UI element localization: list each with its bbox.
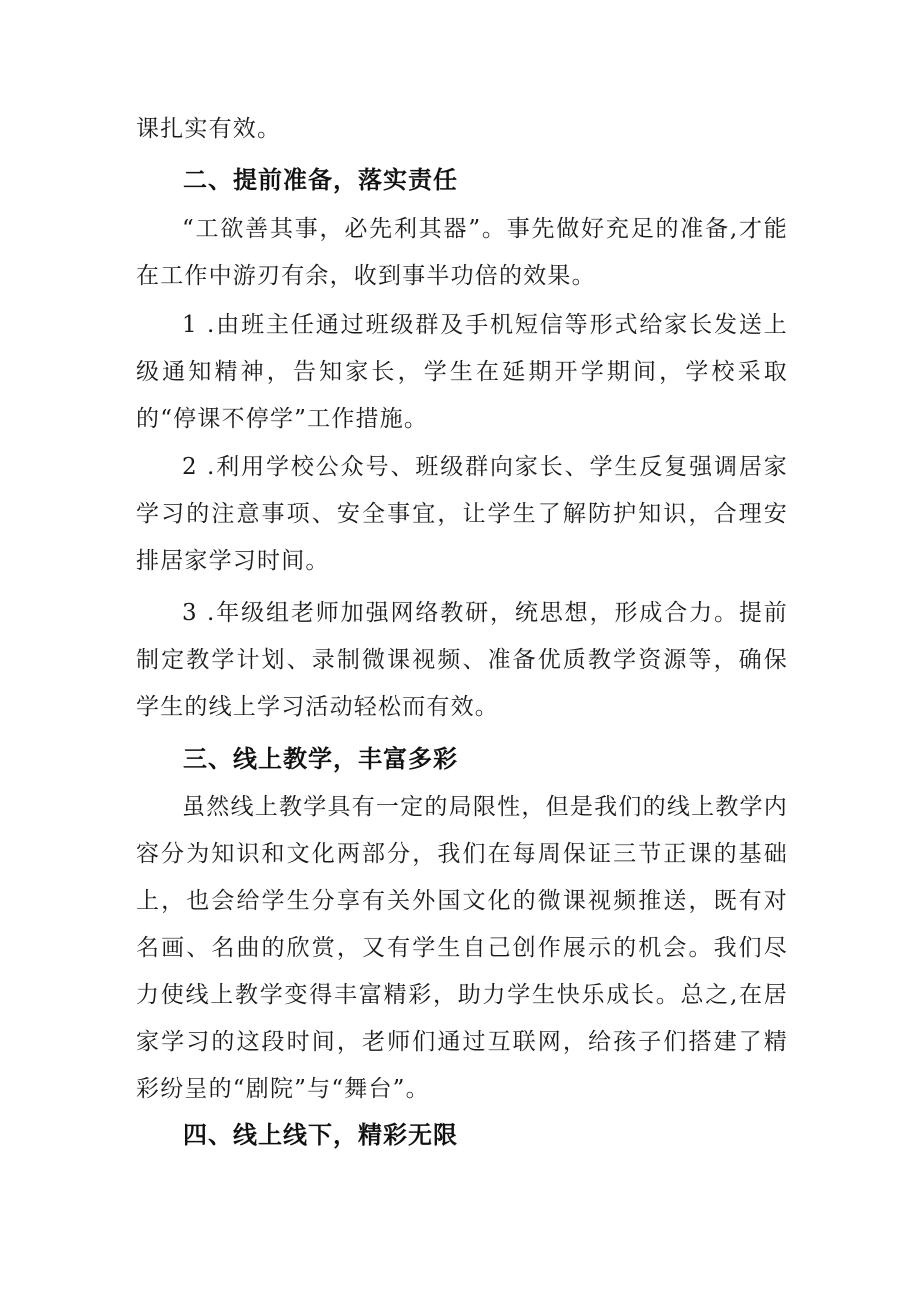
section-heading-2: 二、提前准备，落实责任 (183, 166, 458, 194)
paragraph-item-2: 2 .利用学校公众号、班级群向家长、学生反复强调居家学习的注意事项、安全事宜，让学生了解防护知识，合理安排居家学习时间。 (136, 454, 788, 574)
paragraph-quote: “工欲善其事，必先利其器”。事先做好充足的准备,才能在工作中游刃有余，收到事半功倍的效果。 (136, 216, 788, 289)
section-heading-3: 三、线上教学，丰富多彩 (183, 745, 458, 773)
paragraph-continuation: 课扎实有效。 (136, 116, 282, 142)
paragraph-online-teaching: 虽然线上教学具有一定的局限性，但是我们的线上教学内容分为知识和文化两部分，我们在每周保证三节正课的基础上，也会给学生分享有关外国文化的微课视频推送，既有对名画、名曲的欣赏，又有学生自己创作展示的机会。我们尽力使线上教学变得丰富精彩，助力学生快乐成长。总之,在居家学习的这段时间，老师们通过互联网，给孩子们搭建了精彩纷呈的“剧院”与“舞台”。 (136, 794, 788, 1102)
paragraph-item-1: 1 .由班主任通过班级群及手机短信等形式给家长发送上级通知精神，告知家长，学生在延期开学期间，学校采取的“停课不停学”工作措施。 (136, 312, 788, 432)
paragraph-item-3: 3 .年级组老师加强网络教研，统思想，形成合力。提前制定教学计划、录制微课视频、准备优质教学资源等，确保学生的线上学习活动轻松而有效。 (136, 600, 788, 720)
section-heading-4: 四、线上线下，精彩无限 (183, 1121, 458, 1149)
